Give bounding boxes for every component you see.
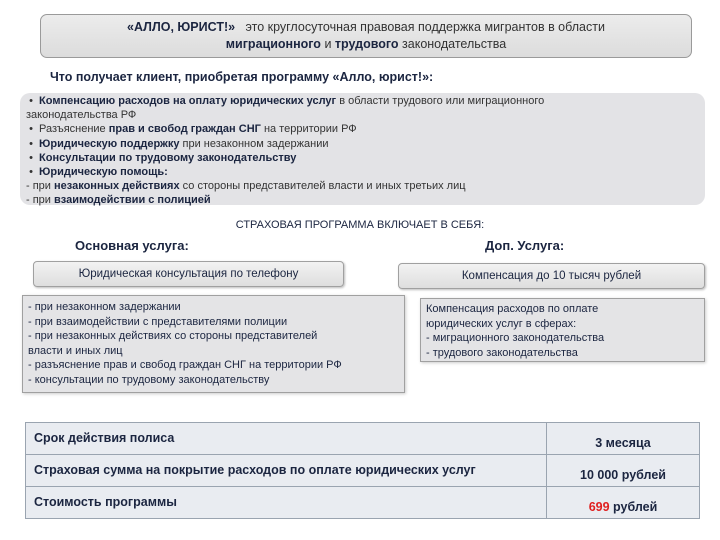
benefit-line bbox=[26, 122, 699, 136]
list-item: юридических услуг в сферах: bbox=[426, 317, 577, 330]
benefit-text: в области трудового или миграционного bbox=[339, 95, 545, 107]
benefit-text: законодательства РФ bbox=[26, 109, 137, 122]
benefit-bold: Юридическую поддержку bbox=[39, 137, 180, 150]
benefit-line bbox=[26, 94, 699, 108]
benefit-text: Разъяснение bbox=[39, 123, 106, 136]
benefit-text: со стороны представителей власти и иных третьих лиц bbox=[182, 180, 466, 193]
benefit-line bbox=[26, 108, 699, 122]
bullet: • bbox=[29, 137, 33, 150]
header-bold-1: миграционного bbox=[225, 37, 321, 51]
benefit-bold: взаимодействии с полицией bbox=[54, 194, 211, 207]
section-title: СТРАХОВАЯ ПРОГРАММА ВКЛЮЧАЕТ В СЕБЯ: bbox=[235, 219, 485, 231]
row-label: Страховая сумма на покрытие расходов по оплате юридических услуг bbox=[26, 455, 547, 487]
list-item: - разъяснение прав и свобод граждан СНГ на территории РФ bbox=[28, 359, 342, 372]
extra-service-heading: Доп. Услуга: bbox=[485, 238, 565, 253]
benefit-text: - при bbox=[26, 180, 51, 193]
price-unit: рублей bbox=[609, 500, 658, 514]
header-text-and: и bbox=[324, 37, 332, 51]
bullet: • bbox=[29, 95, 33, 107]
table-row bbox=[26, 487, 700, 519]
benefit-bold: прав и свобод граждан СНГ bbox=[108, 123, 261, 136]
header-text-end: законодательства bbox=[402, 37, 507, 51]
benefit-line bbox=[26, 137, 699, 151]
list-item: - консультации по трудовому законодательству bbox=[28, 373, 270, 386]
list-item: - при незаконных действиях со стороны представителей bbox=[28, 330, 318, 343]
row-value: 3 месяца bbox=[547, 423, 700, 455]
row-value: 10 000 рублей bbox=[547, 455, 700, 487]
extra-service-pill: Компенсация до 10 тысяч рублей bbox=[398, 263, 705, 289]
benefit-text: при незаконном задержании bbox=[182, 137, 329, 150]
benefit-line bbox=[26, 179, 699, 193]
row-label: Стоимость программы bbox=[26, 487, 547, 519]
bullet: • bbox=[29, 166, 33, 179]
benefit-text: на территории РФ bbox=[263, 123, 357, 136]
row-label: Срок действия полиса bbox=[26, 423, 547, 455]
benefit-line bbox=[26, 193, 699, 207]
benefits-box bbox=[20, 93, 705, 205]
list-item: - миграционного законодательства bbox=[426, 332, 605, 345]
benefit-bold: незаконных действиях bbox=[54, 180, 180, 193]
benefit-bold: Консультации по трудовому законодательству bbox=[39, 151, 297, 164]
header-banner bbox=[40, 14, 692, 58]
price-value: 699 bbox=[588, 500, 610, 514]
list-item: - при незаконном задержании bbox=[28, 301, 181, 313]
list-item: власти и иных лиц bbox=[28, 344, 123, 357]
list-item: - при взаимодействии с представителями полиции bbox=[28, 315, 288, 328]
bullet: • bbox=[29, 151, 33, 164]
benefit-bold: Компенсацию расходов на оплату юридических услуг bbox=[39, 95, 337, 107]
table-row bbox=[26, 455, 700, 487]
row-value bbox=[547, 487, 700, 519]
list-item: - трудового законодательства bbox=[426, 346, 578, 359]
benefit-line bbox=[26, 165, 699, 179]
policy-table bbox=[25, 422, 700, 519]
table-row bbox=[26, 423, 700, 455]
main-service-details bbox=[22, 295, 405, 393]
main-service-heading: Основная услуга: bbox=[75, 238, 189, 253]
benefit-line bbox=[26, 151, 699, 165]
brand-name: «АЛЛО, ЮРИСТ!» bbox=[127, 20, 236, 34]
main-service-pill: Юридическая консультация по телефону bbox=[33, 261, 344, 287]
list-item: Компенсация расходов по оплате bbox=[426, 303, 599, 315]
benefit-text: - при bbox=[26, 194, 51, 207]
header-bold-2: трудового bbox=[334, 37, 399, 51]
benefit-bold: Юридическую помощь: bbox=[39, 166, 168, 179]
bullet: • bbox=[29, 123, 33, 136]
subtitle: Что получает клиент, приобретая программу «Алло, юрист!»: bbox=[50, 70, 434, 84]
header-text: это круглосуточная правовая поддержка мигрантов в области bbox=[245, 20, 605, 34]
extra-service-details bbox=[420, 298, 705, 362]
